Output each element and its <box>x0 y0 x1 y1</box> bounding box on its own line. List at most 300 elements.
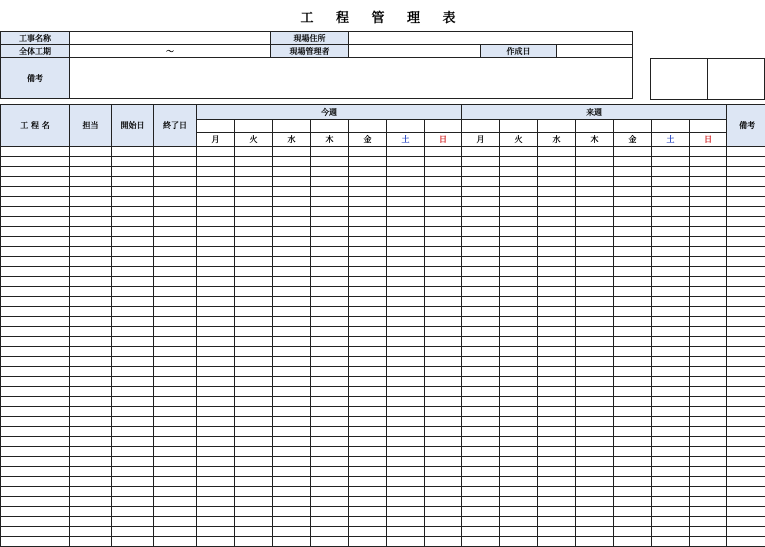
stamp-box[interactable] <box>651 59 708 100</box>
schedule-cell[interactable] <box>462 157 500 167</box>
schedule-cell[interactable] <box>576 347 614 357</box>
schedule-cell[interactable] <box>614 387 652 397</box>
schedule-cell[interactable] <box>727 467 765 477</box>
schedule-cell[interactable] <box>1 317 70 327</box>
schedule-cell[interactable] <box>112 527 154 537</box>
schedule-cell[interactable] <box>576 437 614 447</box>
schedule-cell[interactable] <box>500 297 538 307</box>
schedule-cell[interactable] <box>538 257 576 267</box>
date-cell[interactable] <box>349 120 387 133</box>
schedule-cell[interactable] <box>273 397 311 407</box>
schedule-cell[interactable] <box>311 447 349 457</box>
schedule-cell[interactable] <box>576 177 614 187</box>
schedule-cell[interactable] <box>235 517 273 527</box>
schedule-cell[interactable] <box>614 337 652 347</box>
schedule-cell[interactable] <box>614 297 652 307</box>
schedule-cell[interactable] <box>690 157 727 167</box>
schedule-cell[interactable] <box>1 467 70 477</box>
schedule-cell[interactable] <box>576 167 614 177</box>
schedule-cell[interactable] <box>576 497 614 507</box>
schedule-cell[interactable] <box>727 167 765 177</box>
schedule-cell[interactable] <box>235 337 273 347</box>
schedule-cell[interactable] <box>462 187 500 197</box>
schedule-cell[interactable] <box>235 237 273 247</box>
schedule-cell[interactable] <box>349 497 387 507</box>
schedule-cell[interactable] <box>1 177 70 187</box>
schedule-cell[interactable] <box>197 237 235 247</box>
schedule-cell[interactable] <box>273 177 311 187</box>
schedule-cell[interactable] <box>349 357 387 367</box>
schedule-cell[interactable] <box>273 157 311 167</box>
schedule-cell[interactable] <box>500 157 538 167</box>
schedule-cell[interactable] <box>235 507 273 517</box>
schedule-cell[interactable] <box>538 507 576 517</box>
schedule-cell[interactable] <box>311 477 349 487</box>
schedule-cell[interactable] <box>387 347 425 357</box>
schedule-cell[interactable] <box>425 157 462 167</box>
schedule-cell[interactable] <box>727 407 765 417</box>
schedule-cell[interactable] <box>235 217 273 227</box>
schedule-cell[interactable] <box>235 537 273 547</box>
schedule-cell[interactable] <box>614 157 652 167</box>
schedule-cell[interactable] <box>112 257 154 267</box>
schedule-cell[interactable] <box>311 327 349 337</box>
schedule-cell[interactable] <box>70 367 112 377</box>
schedule-cell[interactable] <box>387 257 425 267</box>
schedule-cell[interactable] <box>311 277 349 287</box>
schedule-cell[interactable] <box>690 437 727 447</box>
schedule-cell[interactable] <box>311 207 349 217</box>
schedule-cell[interactable] <box>311 317 349 327</box>
schedule-cell[interactable] <box>197 177 235 187</box>
schedule-cell[interactable] <box>154 457 197 467</box>
schedule-cell[interactable] <box>500 537 538 547</box>
schedule-cell[interactable] <box>652 167 690 177</box>
schedule-cell[interactable] <box>235 497 273 507</box>
schedule-cell[interactable] <box>1 477 70 487</box>
schedule-cell[interactable] <box>273 417 311 427</box>
schedule-cell[interactable] <box>538 197 576 207</box>
schedule-cell[interactable] <box>425 277 462 287</box>
schedule-cell[interactable] <box>425 197 462 207</box>
schedule-cell[interactable] <box>690 217 727 227</box>
schedule-cell[interactable] <box>197 387 235 397</box>
schedule-cell[interactable] <box>235 207 273 217</box>
schedule-cell[interactable] <box>538 497 576 507</box>
schedule-cell[interactable] <box>1 427 70 437</box>
schedule-cell[interactable] <box>727 527 765 537</box>
schedule-cell[interactable] <box>154 227 197 237</box>
schedule-cell[interactable] <box>311 387 349 397</box>
schedule-cell[interactable] <box>387 167 425 177</box>
schedule-cell[interactable] <box>112 487 154 497</box>
schedule-cell[interactable] <box>311 437 349 447</box>
schedule-cell[interactable] <box>311 287 349 297</box>
schedule-cell[interactable] <box>500 527 538 537</box>
schedule-cell[interactable] <box>235 327 273 337</box>
schedule-cell[interactable] <box>1 187 70 197</box>
schedule-cell[interactable] <box>197 287 235 297</box>
schedule-cell[interactable] <box>576 397 614 407</box>
schedule-cell[interactable] <box>500 147 538 157</box>
schedule-cell[interactable] <box>727 147 765 157</box>
schedule-cell[interactable] <box>70 317 112 327</box>
schedule-cell[interactable] <box>311 167 349 177</box>
schedule-cell[interactable] <box>538 177 576 187</box>
schedule-cell[interactable] <box>70 517 112 527</box>
schedule-cell[interactable] <box>652 367 690 377</box>
schedule-cell[interactable] <box>154 327 197 337</box>
date-cell[interactable] <box>538 120 576 133</box>
schedule-cell[interactable] <box>349 367 387 377</box>
schedule-cell[interactable] <box>652 507 690 517</box>
schedule-cell[interactable] <box>652 287 690 297</box>
schedule-cell[interactable] <box>614 517 652 527</box>
schedule-cell[interactable] <box>1 207 70 217</box>
schedule-cell[interactable] <box>70 527 112 537</box>
schedule-cell[interactable] <box>197 187 235 197</box>
schedule-cell[interactable] <box>197 247 235 257</box>
schedule-cell[interactable] <box>538 187 576 197</box>
schedule-cell[interactable] <box>154 197 197 207</box>
schedule-cell[interactable] <box>690 507 727 517</box>
schedule-cell[interactable] <box>273 507 311 517</box>
schedule-cell[interactable] <box>462 457 500 467</box>
schedule-cell[interactable] <box>154 387 197 397</box>
schedule-cell[interactable] <box>538 337 576 347</box>
schedule-cell[interactable] <box>690 267 727 277</box>
schedule-cell[interactable] <box>652 467 690 477</box>
schedule-cell[interactable] <box>462 507 500 517</box>
schedule-cell[interactable] <box>387 457 425 467</box>
schedule-cell[interactable] <box>690 397 727 407</box>
schedule-cell[interactable] <box>690 477 727 487</box>
schedule-cell[interactable] <box>197 437 235 447</box>
schedule-cell[interactable] <box>70 347 112 357</box>
schedule-cell[interactable] <box>1 277 70 287</box>
schedule-cell[interactable] <box>652 337 690 347</box>
schedule-cell[interactable] <box>311 257 349 267</box>
schedule-cell[interactable] <box>235 197 273 207</box>
schedule-cell[interactable] <box>652 457 690 467</box>
schedule-cell[interactable] <box>197 277 235 287</box>
schedule-cell[interactable] <box>197 417 235 427</box>
schedule-cell[interactable] <box>727 507 765 517</box>
schedule-cell[interactable] <box>70 157 112 167</box>
date-cell[interactable] <box>235 120 273 133</box>
schedule-cell[interactable] <box>273 287 311 297</box>
schedule-cell[interactable] <box>462 517 500 527</box>
schedule-cell[interactable] <box>387 247 425 257</box>
date-cell[interactable] <box>500 120 538 133</box>
schedule-cell[interactable] <box>727 347 765 357</box>
schedule-cell[interactable] <box>311 157 349 167</box>
schedule-cell[interactable] <box>197 477 235 487</box>
schedule-cell[interactable] <box>576 417 614 427</box>
schedule-cell[interactable] <box>576 507 614 517</box>
schedule-cell[interactable] <box>154 237 197 247</box>
schedule-cell[interactable] <box>425 527 462 537</box>
schedule-cell[interactable] <box>197 527 235 537</box>
schedule-cell[interactable] <box>425 267 462 277</box>
schedule-cell[interactable] <box>387 227 425 237</box>
schedule-cell[interactable] <box>690 357 727 367</box>
schedule-cell[interactable] <box>387 287 425 297</box>
schedule-cell[interactable] <box>614 207 652 217</box>
schedule-cell[interactable] <box>500 487 538 497</box>
schedule-cell[interactable] <box>273 277 311 287</box>
schedule-cell[interactable] <box>425 167 462 177</box>
schedule-cell[interactable] <box>197 337 235 347</box>
schedule-cell[interactable] <box>154 277 197 287</box>
schedule-cell[interactable] <box>197 467 235 477</box>
schedule-cell[interactable] <box>273 237 311 247</box>
schedule-cell[interactable] <box>349 167 387 177</box>
schedule-cell[interactable] <box>614 367 652 377</box>
schedule-cell[interactable] <box>500 477 538 487</box>
schedule-cell[interactable] <box>197 407 235 417</box>
schedule-cell[interactable] <box>500 267 538 277</box>
schedule-cell[interactable] <box>690 197 727 207</box>
schedule-cell[interactable] <box>70 237 112 247</box>
schedule-cell[interactable] <box>500 357 538 367</box>
schedule-cell[interactable] <box>70 417 112 427</box>
schedule-cell[interactable] <box>500 347 538 357</box>
schedule-cell[interactable] <box>197 217 235 227</box>
schedule-cell[interactable] <box>425 297 462 307</box>
schedule-cell[interactable] <box>273 347 311 357</box>
schedule-cell[interactable] <box>727 197 765 207</box>
schedule-cell[interactable] <box>690 337 727 347</box>
schedule-cell[interactable] <box>311 307 349 317</box>
schedule-cell[interactable] <box>538 237 576 247</box>
schedule-cell[interactable] <box>349 397 387 407</box>
schedule-cell[interactable] <box>112 207 154 217</box>
schedule-cell[interactable] <box>112 277 154 287</box>
schedule-cell[interactable] <box>462 177 500 187</box>
schedule-cell[interactable] <box>154 467 197 477</box>
schedule-cell[interactable] <box>652 497 690 507</box>
schedule-cell[interactable] <box>500 167 538 177</box>
schedule-cell[interactable] <box>652 267 690 277</box>
schedule-cell[interactable] <box>349 487 387 497</box>
schedule-cell[interactable] <box>614 527 652 537</box>
date-cell[interactable] <box>614 120 652 133</box>
schedule-cell[interactable] <box>311 197 349 207</box>
schedule-cell[interactable] <box>690 237 727 247</box>
schedule-cell[interactable] <box>154 397 197 407</box>
schedule-cell[interactable] <box>235 257 273 267</box>
schedule-cell[interactable] <box>614 197 652 207</box>
schedule-cell[interactable] <box>462 497 500 507</box>
schedule-cell[interactable] <box>500 407 538 417</box>
schedule-cell[interactable] <box>690 227 727 237</box>
schedule-cell[interactable] <box>576 457 614 467</box>
schedule-cell[interactable] <box>462 477 500 487</box>
schedule-cell[interactable] <box>1 507 70 517</box>
schedule-cell[interactable] <box>387 297 425 307</box>
schedule-cell[interactable] <box>425 337 462 347</box>
schedule-cell[interactable] <box>500 307 538 317</box>
schedule-cell[interactable] <box>1 367 70 377</box>
schedule-cell[interactable] <box>538 517 576 527</box>
schedule-cell[interactable] <box>727 397 765 407</box>
schedule-cell[interactable] <box>235 457 273 467</box>
schedule-cell[interactable] <box>1 247 70 257</box>
schedule-cell[interactable] <box>727 237 765 247</box>
schedule-cell[interactable] <box>1 407 70 417</box>
schedule-cell[interactable] <box>425 177 462 187</box>
schedule-cell[interactable] <box>387 157 425 167</box>
schedule-cell[interactable] <box>576 197 614 207</box>
schedule-cell[interactable] <box>311 457 349 467</box>
schedule-cell[interactable] <box>690 457 727 467</box>
schedule-cell[interactable] <box>235 177 273 187</box>
schedule-cell[interactable] <box>652 157 690 167</box>
schedule-cell[interactable] <box>235 267 273 277</box>
schedule-cell[interactable] <box>652 147 690 157</box>
schedule-cell[interactable] <box>690 277 727 287</box>
schedule-cell[interactable] <box>154 527 197 537</box>
schedule-cell[interactable] <box>154 297 197 307</box>
schedule-cell[interactable] <box>273 317 311 327</box>
schedule-cell[interactable] <box>387 517 425 527</box>
schedule-cell[interactable] <box>387 337 425 347</box>
schedule-cell[interactable] <box>538 357 576 367</box>
schedule-cell[interactable] <box>576 357 614 367</box>
schedule-cell[interactable] <box>690 367 727 377</box>
schedule-cell[interactable] <box>538 307 576 317</box>
schedule-cell[interactable] <box>112 157 154 167</box>
schedule-cell[interactable] <box>387 237 425 247</box>
schedule-cell[interactable] <box>425 517 462 527</box>
schedule-cell[interactable] <box>576 157 614 167</box>
schedule-cell[interactable] <box>154 437 197 447</box>
schedule-cell[interactable] <box>538 537 576 547</box>
schedule-cell[interactable] <box>235 357 273 367</box>
schedule-cell[interactable] <box>70 267 112 277</box>
schedule-cell[interactable] <box>387 537 425 547</box>
schedule-cell[interactable] <box>538 297 576 307</box>
schedule-cell[interactable] <box>70 257 112 267</box>
schedule-cell[interactable] <box>1 257 70 267</box>
schedule-cell[interactable] <box>500 377 538 387</box>
schedule-cell[interactable] <box>154 417 197 427</box>
schedule-cell[interactable] <box>154 497 197 507</box>
schedule-cell[interactable] <box>727 247 765 257</box>
schedule-cell[interactable] <box>197 507 235 517</box>
schedule-cell[interactable] <box>538 207 576 217</box>
schedule-cell[interactable] <box>652 307 690 317</box>
schedule-cell[interactable] <box>1 447 70 457</box>
schedule-cell[interactable] <box>70 377 112 387</box>
schedule-cell[interactable] <box>614 537 652 547</box>
schedule-cell[interactable] <box>538 147 576 157</box>
schedule-cell[interactable] <box>387 177 425 187</box>
schedule-cell[interactable] <box>690 377 727 387</box>
schedule-cell[interactable] <box>652 197 690 207</box>
schedule-cell[interactable] <box>425 507 462 517</box>
schedule-cell[interactable] <box>500 277 538 287</box>
schedule-cell[interactable] <box>652 297 690 307</box>
schedule-cell[interactable] <box>311 467 349 477</box>
schedule-cell[interactable] <box>273 457 311 467</box>
schedule-cell[interactable] <box>349 287 387 297</box>
date-cell[interactable] <box>652 120 690 133</box>
schedule-cell[interactable] <box>652 447 690 457</box>
schedule-cell[interactable] <box>614 397 652 407</box>
schedule-cell[interactable] <box>154 217 197 227</box>
schedule-cell[interactable] <box>70 507 112 517</box>
schedule-cell[interactable] <box>112 537 154 547</box>
schedule-cell[interactable] <box>576 527 614 537</box>
schedule-cell[interactable] <box>112 387 154 397</box>
schedule-cell[interactable] <box>154 307 197 317</box>
schedule-cell[interactable] <box>70 337 112 347</box>
schedule-cell[interactable] <box>349 267 387 277</box>
schedule-cell[interactable] <box>425 477 462 487</box>
schedule-cell[interactable] <box>576 277 614 287</box>
schedule-cell[interactable] <box>462 247 500 257</box>
schedule-cell[interactable] <box>727 367 765 377</box>
schedule-cell[interactable] <box>235 247 273 257</box>
schedule-cell[interactable] <box>462 347 500 357</box>
schedule-cell[interactable] <box>311 427 349 437</box>
schedule-cell[interactable] <box>690 287 727 297</box>
schedule-cell[interactable] <box>462 387 500 397</box>
schedule-cell[interactable] <box>154 537 197 547</box>
schedule-cell[interactable] <box>112 357 154 367</box>
schedule-cell[interactable] <box>538 417 576 427</box>
schedule-cell[interactable] <box>197 167 235 177</box>
schedule-cell[interactable] <box>500 397 538 407</box>
schedule-cell[interactable] <box>311 527 349 537</box>
schedule-cell[interactable] <box>235 417 273 427</box>
schedule-cell[interactable] <box>112 297 154 307</box>
schedule-cell[interactable] <box>538 317 576 327</box>
schedule-cell[interactable] <box>425 487 462 497</box>
schedule-cell[interactable] <box>727 487 765 497</box>
schedule-cell[interactable] <box>235 157 273 167</box>
schedule-cell[interactable] <box>425 447 462 457</box>
schedule-cell[interactable] <box>538 327 576 337</box>
schedule-cell[interactable] <box>576 407 614 417</box>
schedule-cell[interactable] <box>727 157 765 167</box>
schedule-cell[interactable] <box>576 447 614 457</box>
schedule-cell[interactable] <box>425 397 462 407</box>
schedule-cell[interactable] <box>727 217 765 227</box>
schedule-cell[interactable] <box>500 427 538 437</box>
schedule-cell[interactable] <box>273 167 311 177</box>
schedule-cell[interactable] <box>387 487 425 497</box>
schedule-cell[interactable] <box>1 267 70 277</box>
schedule-cell[interactable] <box>273 427 311 437</box>
schedule-cell[interactable] <box>154 377 197 387</box>
schedule-cell[interactable] <box>311 357 349 367</box>
schedule-cell[interactable] <box>425 287 462 297</box>
schedule-cell[interactable] <box>500 177 538 187</box>
schedule-cell[interactable] <box>690 467 727 477</box>
schedule-cell[interactable] <box>349 327 387 337</box>
schedule-cell[interactable] <box>614 507 652 517</box>
schedule-cell[interactable] <box>70 307 112 317</box>
schedule-cell[interactable] <box>387 357 425 367</box>
schedule-cell[interactable] <box>727 377 765 387</box>
schedule-cell[interactable] <box>690 257 727 267</box>
schedule-cell[interactable] <box>500 417 538 427</box>
schedule-cell[interactable] <box>349 507 387 517</box>
schedule-cell[interactable] <box>614 277 652 287</box>
